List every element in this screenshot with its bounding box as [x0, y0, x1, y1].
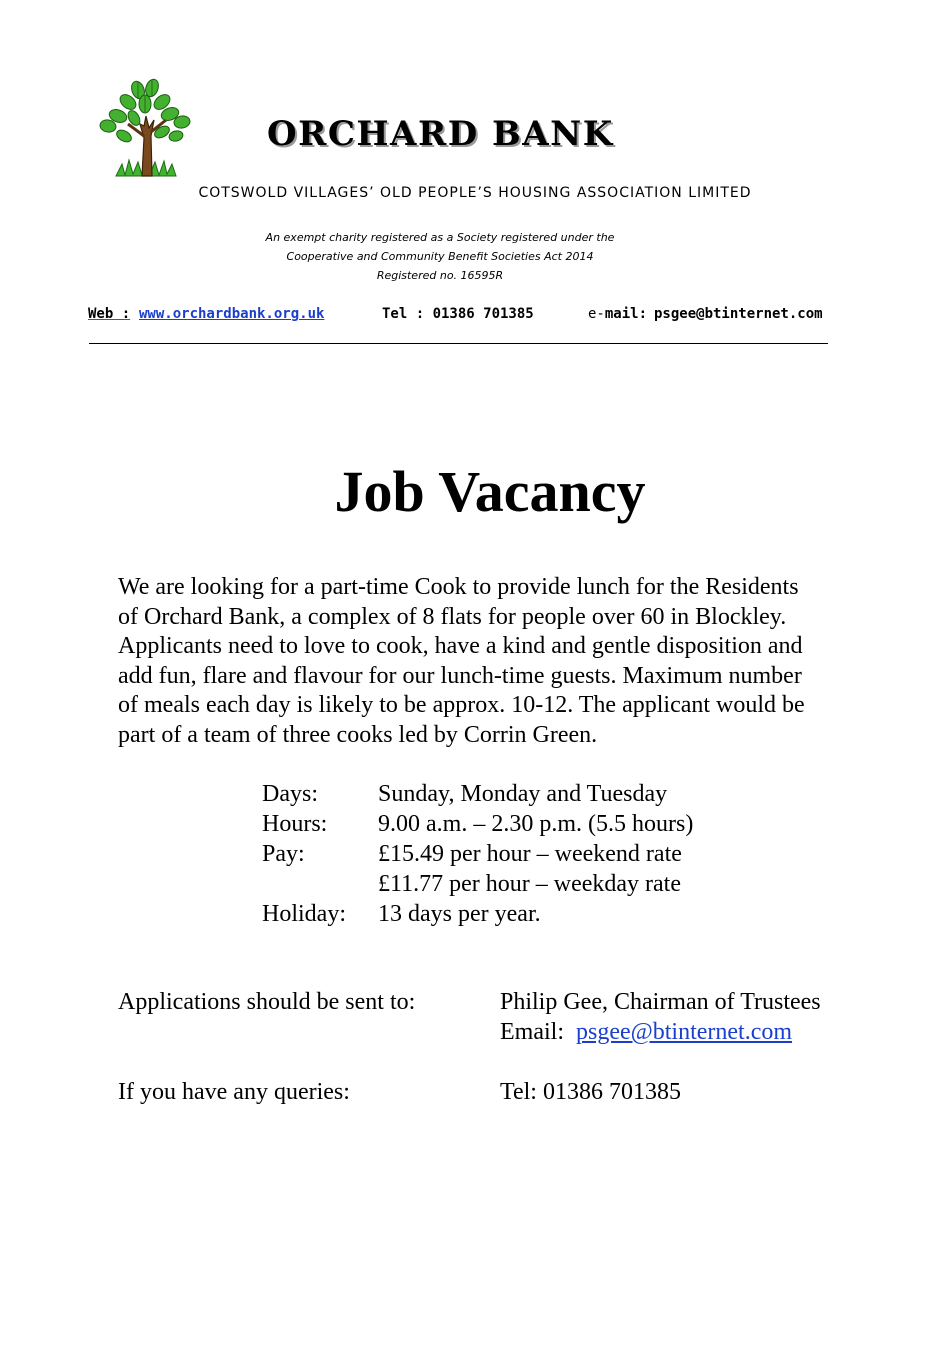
organization-subtitle	[0, 185, 950, 201]
tree-logo	[98, 76, 193, 181]
detail-label: Pay:	[262, 841, 305, 867]
spacer	[118, 1047, 878, 1077]
application-email-line	[118, 1017, 878, 1047]
application-email-label: Email:	[500, 1019, 564, 1045]
detail-label: Days:	[262, 781, 318, 807]
telephone: Tel : 01386 701385	[382, 306, 534, 322]
email-label-text: mail:	[604, 306, 648, 322]
queries-line	[118, 1077, 878, 1107]
application-email	[500, 1017, 792, 1047]
applications-label: Applications should be sent to:	[118, 989, 416, 1015]
intro-line: of Orchard Bank, a complex of 8 flats for people over 60 in Blockley.	[118, 603, 787, 630]
intro-line: Applicants need to love to cook, have a kind and gentle disposition and	[118, 633, 803, 660]
intro-line: part of a team of three cooks led by Corrin Green.	[118, 721, 598, 748]
detail-value: 9.00 a.m. – 2.30 p.m. (5.5 hours)	[378, 811, 694, 837]
email-label-prefix: e-	[588, 306, 605, 322]
queries-telephone: Tel: 01386 701385	[500, 1079, 681, 1105]
detail-label: Hours:	[262, 811, 328, 837]
intro-line: add fun, flare and flavour for our lunch-time guests. Maximum number	[118, 662, 802, 689]
detail-value: 13 days per year.	[378, 901, 541, 927]
detail-label: Holiday:	[262, 901, 346, 927]
intro-paragraph	[118, 573, 878, 751]
application-line	[118, 987, 878, 1017]
web-label: Web :	[88, 306, 131, 322]
application-email-link[interactable]: psgee@btinternet.com	[575, 1019, 793, 1045]
website-link[interactable]: www.orchardbank.org.uk	[139, 306, 325, 322]
contact-bar	[0, 306, 950, 328]
charity-line: An exempt charity registered as a Society registered under the	[265, 231, 615, 244]
detail-value: £11.77 per hour – weekday rate	[378, 871, 681, 897]
contact-name: Philip Gee, Chairman of Trustees	[500, 989, 821, 1015]
charity-statement	[210, 228, 670, 285]
organization-name: ORCHARD BANK	[267, 114, 614, 154]
queries-label: If you have any queries:	[118, 1079, 350, 1105]
header-divider	[89, 343, 828, 344]
header-email: psgee@btinternet.com	[654, 306, 823, 322]
email-label	[588, 306, 647, 322]
charity-line: Cooperative and Community Benefit Societies Act 2014	[286, 250, 594, 263]
application-section	[118, 987, 878, 1107]
intro-line: of meals each day is likely to be approx. 10-12. The applicant would be	[118, 692, 805, 719]
page-title: Job Vacancy	[334, 459, 646, 524]
intro-line: We are looking for a part-time Cook to provide lunch for the Residents	[118, 574, 799, 600]
detail-value: £15.49 per hour – weekend rate	[378, 841, 682, 867]
organization-subtitle-text: COTSWOLD VILLAGES’ OLD PEOPLE’S HOUSING ASSOCIATION LIMITED	[198, 185, 752, 201]
detail-value: Sunday, Monday and Tuesday	[378, 781, 668, 807]
charity-line: Registered no. 16595R	[376, 269, 504, 282]
